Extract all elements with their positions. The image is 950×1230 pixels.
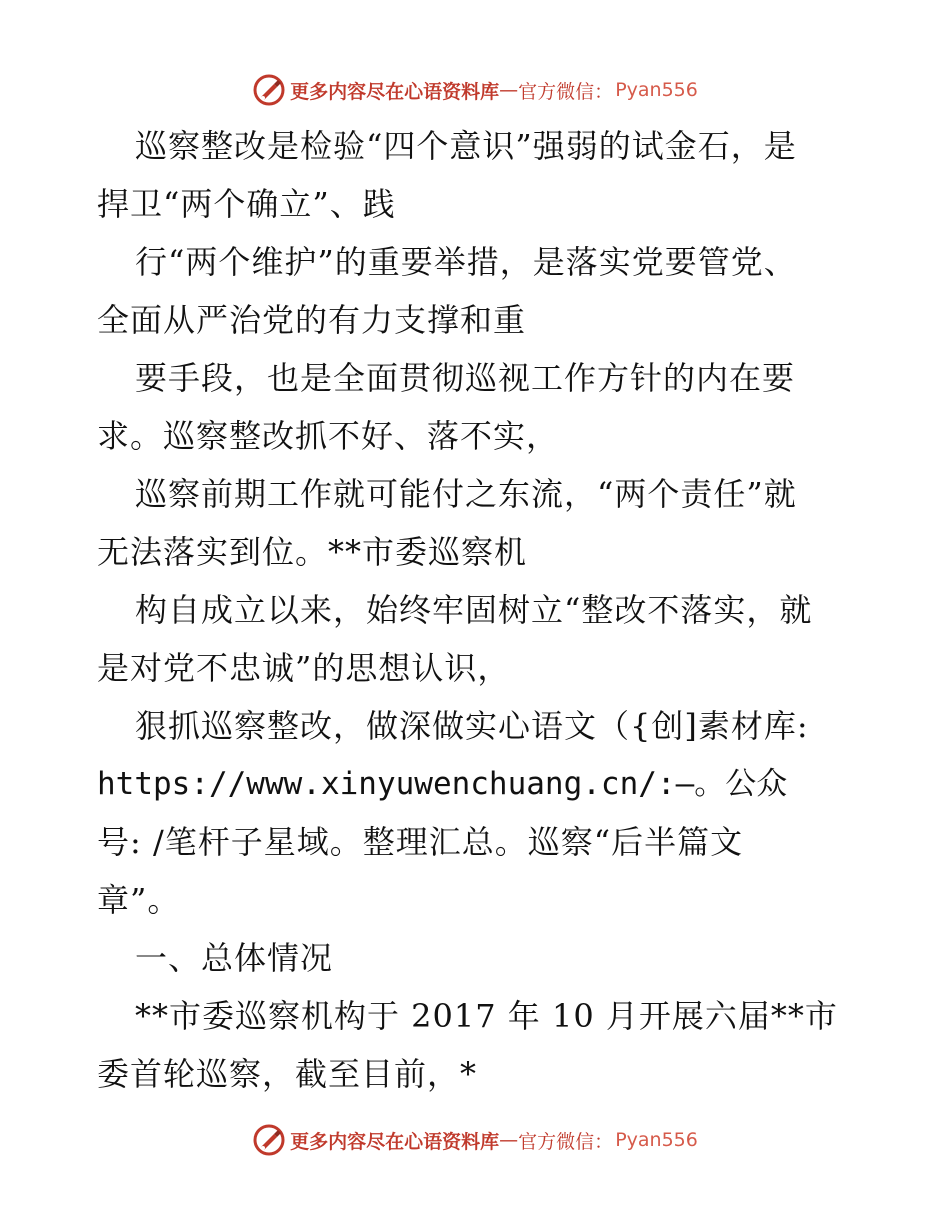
text-line: 狠抓巡察整改，做深做实心语文（{创]素材库: — [135, 707, 809, 745]
text-line: 委首轮巡察，截至目前，* — [97, 1055, 478, 1093]
watermark-wechat-id: Pyan556 — [615, 1129, 698, 1151]
text-line: 巡察整改是检验“四个意识”强弱的试金石，是 — [135, 127, 797, 165]
text-line: 要手段，也是全面贯彻巡视工作方针的内在要 — [135, 359, 796, 397]
document-body — [97, 117, 867, 1103]
watermark-wechat-label: 官方微信： — [518, 80, 614, 103]
watermark-dash: — — [499, 1129, 519, 1151]
watermark-text: 更多内容尽在心语资料库 — [290, 1130, 500, 1153]
text-line: **市委巡察机构于 2017 年 10 月开展六届**市 — [135, 997, 838, 1035]
watermark-dash: — — [499, 79, 519, 101]
text-line: 是对党不忠诚”的思想认识， — [97, 649, 511, 687]
text-line: 行“两个维护”的重要举措，是落实党要管党、 — [135, 243, 797, 281]
text-line: 捍卫“两个确立”、践 — [97, 185, 396, 223]
watermark-wechat-label: 官方微信： — [518, 1130, 614, 1153]
text-line: 号: /笔杆子星域。整理汇总。巡察“后半篇文 — [97, 823, 744, 861]
text-line: 章”。 — [97, 881, 181, 919]
watermark-text: 更多内容尽在心语资料库 — [290, 80, 500, 103]
watermark-wechat-id: Pyan556 — [615, 79, 698, 101]
url-line: https://www.xinyuwenchuang.cn/:—。公众 — [97, 766, 788, 802]
pen-seal-icon — [252, 1123, 286, 1157]
header-watermark — [0, 70, 950, 110]
text-line: 无法落实到位。**市委巡察机 — [97, 533, 528, 571]
text-line: 巡察前期工作就可能付之东流，“两个责任”就 — [135, 475, 797, 513]
section-heading: 一、总体情况 — [135, 939, 334, 977]
text-line: 全面从严治党的有力支撑和重 — [97, 301, 527, 339]
pen-seal-icon — [252, 73, 286, 107]
footer-watermark — [0, 1120, 950, 1160]
text-line: 构自成立以来，始终牢固树立“整改不落实，就 — [135, 591, 813, 629]
text-line: 求。巡察整改抓不好、落不实， — [97, 417, 560, 455]
